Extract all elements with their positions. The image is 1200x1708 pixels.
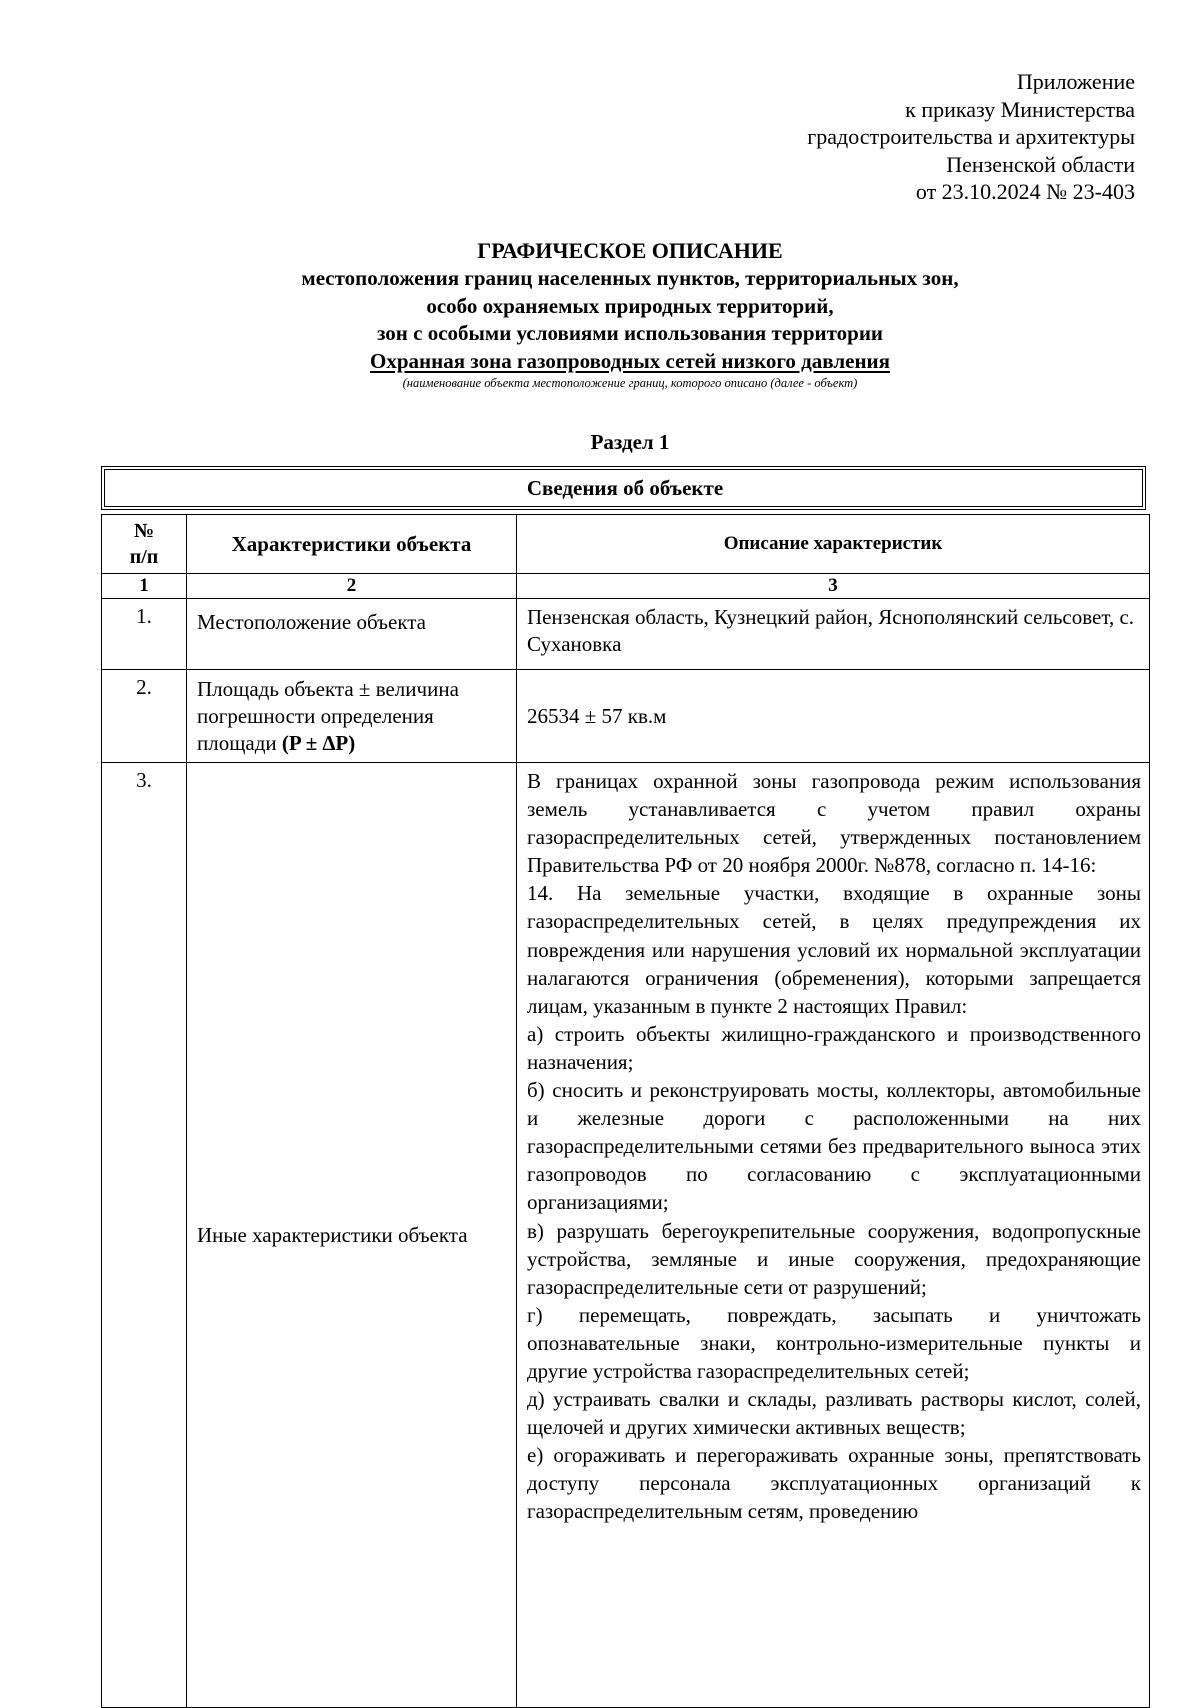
header-number-line: № (133, 520, 155, 542)
table-header-row (102, 515, 1150, 574)
title-subline: зон с особыми условиями использования территории (376, 321, 884, 345)
description-paragraph: б) сносить и реконструировать мосты, коллекторы, автомобильные и железные дороги с расположенными на них газораспределительными сетями без предварительного выноса этих газопроводов по согласованию с эксплуатационными организациями; (527, 1078, 1141, 1215)
header-characteristics: Характеристики объекта (187, 515, 517, 574)
characteristic-formula: (P ± ∆P) (281, 731, 356, 755)
column-index-row (102, 574, 1150, 599)
appendix-header (807, 68, 1135, 206)
appendix-line: Пензенской области (946, 151, 1135, 177)
description-paragraph: е) огораживать и перегораживать охранные зоны, препятствовать доступу персонала эксплуатационных организаций к газораспределительным сетям, проведению (527, 1443, 1141, 1524)
row-characteristic: Местоположение объекта (187, 599, 517, 670)
header-number (102, 515, 187, 574)
row-number: 1. (102, 599, 187, 670)
header-number-line: п/п (129, 546, 159, 568)
characteristic-text: Площадь объекта ± величина погрешности определения площади (197, 677, 459, 755)
table-title: Сведения об объекте (526, 476, 724, 500)
table-row (102, 763, 1150, 1708)
appendix-line: Приложение (1016, 69, 1135, 94)
row-description: Пензенская область, Кузнецкий район, Яснополянский сельсовет, с. Сухановка (517, 599, 1150, 670)
row-number: 2. (102, 670, 187, 763)
column-index: 1 (102, 574, 187, 599)
document-title-block (0, 237, 1200, 391)
appendix-line: к приказу Министерства (905, 96, 1135, 122)
column-index: 2 (187, 574, 517, 599)
object-info-table (101, 514, 1150, 1708)
appendix-line: градостроительства и архитектуры (807, 124, 1135, 149)
title-subline: особо охраняемых природных территорий, (426, 293, 834, 318)
header-description: Описание характеристик (517, 515, 1150, 574)
table-row (102, 599, 1150, 670)
row-number: 3. (102, 763, 187, 1708)
object-name: Охранная зона газопроводных сетей низкого давления (369, 348, 891, 373)
section-label: Раздел 1 (590, 430, 670, 454)
table-row (102, 670, 1150, 763)
row-description (517, 763, 1150, 1708)
description-paragraph: д) устраивать свалки и склады, разливать растворы кислот, солей, щелочей и других химически активных веществ; (527, 1387, 1141, 1440)
description-paragraph: 14. На земельные участки, входящие в охранные зоны газораспределительных сетей, в целях предупреждения их повреждения или нарушения условий их нормальной эксплуатации налагаются ограничения (обременения), которыми запрещается лицам, указанным в пункте 2 настоящих Правил: (527, 881, 1141, 1018)
description-paragraph: в) разрушать берегоукрепительные сооружения, водопропускные устройства, земляные и иные сооружения, предохраняющие газораспределительные сети от разрушений; (527, 1218, 1141, 1299)
row-description: 26534 ± 57 кв.м (517, 670, 1150, 763)
description-paragraph: а) строить объекты жилищно-гражданского и производственного назначения; (527, 1021, 1141, 1074)
title-subline: местоположения границ населенных пунктов, территориальных зон, (301, 266, 959, 290)
row-characteristic (187, 670, 517, 763)
row-characteristic: Иные характеристики объекта (187, 763, 517, 1708)
description-paragraph: В границах охранной зоны газопровода режим использования земель устанавливается с учетом правил охраны газораспределительных сетей, утвержденных постановлением Правительства РФ от 20 ноября 2000г. №878, согласно п. 14-16: (527, 769, 1141, 878)
description-paragraph: г) перемещать, повреждать, засыпать и уничтожать опознавательные знаки, контрольно-измерительные пункты и другие устройства газораспределительных сетей; (527, 1302, 1141, 1383)
column-index: 3 (517, 574, 1150, 599)
object-name-note: (наименование объекта местоположение границ, которого описано (далее - объект) (402, 375, 858, 390)
appendix-date-number: от 23.10.2024 № 23-403 (915, 179, 1135, 204)
document-title: ГРАФИЧЕСКОЕ ОПИСАНИЕ (477, 238, 783, 263)
